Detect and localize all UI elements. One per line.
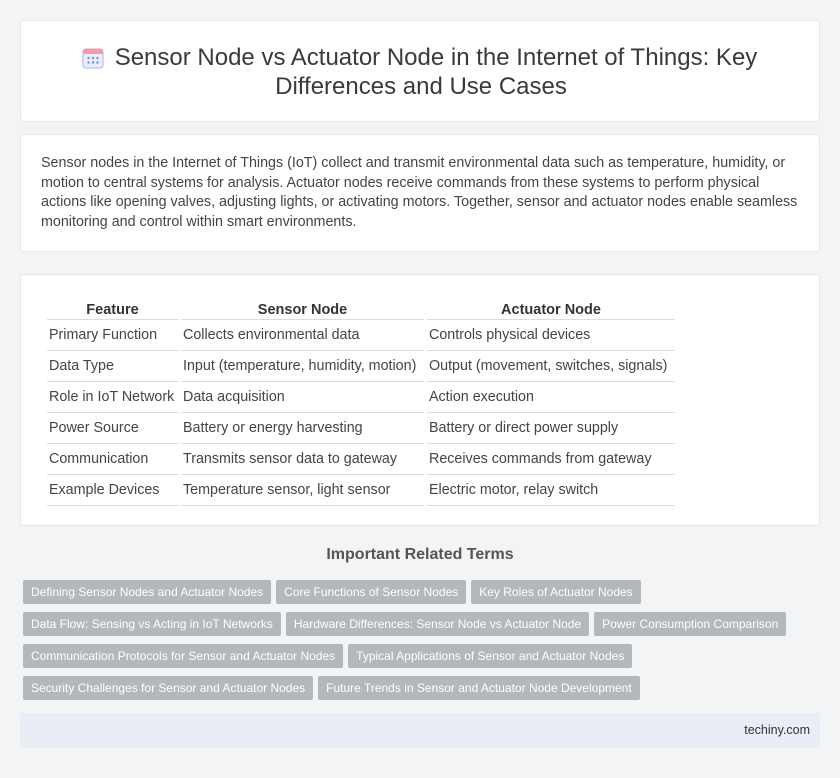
table-cell: Output (movement, switches, signals): [427, 351, 675, 382]
related-term-tag[interactable]: Defining Sensor Nodes and Actuator Nodes: [23, 580, 271, 604]
related-term-tag[interactable]: Core Functions of Sensor Nodes: [276, 580, 466, 604]
column-header-sensor-node: Sensor Node: [181, 295, 424, 320]
table-row: [47, 444, 675, 475]
table-row: [47, 351, 675, 382]
tag-row: [23, 644, 823, 676]
table-cell: Example Devices: [47, 475, 178, 506]
table-cell: Communication: [47, 444, 178, 475]
table-row: [47, 413, 675, 444]
related-term-tag[interactable]: Typical Applications of Sensor and Actuator Nodes: [348, 644, 632, 668]
related-term-tag[interactable]: Power Consumption Comparison: [594, 612, 786, 636]
table-row: [47, 382, 675, 413]
table-row: [47, 475, 675, 506]
tag-row: [23, 612, 823, 644]
page-title-line2: Differences and Use Cases: [275, 73, 567, 100]
table-cell: Action execution: [427, 382, 675, 413]
related-term-tag[interactable]: Future Trends in Sensor and Actuator Node Development: [318, 676, 640, 700]
table-cell: Controls physical devices: [427, 320, 675, 351]
comparison-table-card: [20, 274, 820, 526]
footer-site-name[interactable]: techiny.com: [744, 723, 810, 737]
table-cell: Data Type: [47, 351, 178, 382]
related-term-tag[interactable]: Communication Protocols for Sensor and Actuator Nodes: [23, 644, 343, 668]
table-cell: Battery or direct power supply: [427, 413, 675, 444]
intro-paragraph: Sensor nodes in the Internet of Things (IoT) collect and transmit environmental data such as temperature, humidity, or motion to central systems for analysis. Actuator nodes receive commands from these systems to perform physical actions like opening valves, adjusting lights, or activating motors. Together, sensor and actuator nodes enable seamless monitoring and control within smart environments.: [41, 155, 798, 230]
related-term-tag[interactable]: Key Roles of Actuator Nodes: [471, 580, 640, 604]
table-cell: Electric motor, relay switch: [427, 475, 675, 506]
page-title: [85, 43, 758, 101]
footer-bar: [20, 713, 820, 748]
column-header-feature: Feature: [47, 295, 178, 320]
column-header-actuator-node: Actuator Node: [427, 295, 675, 320]
related-term-tag[interactable]: Data Flow: Sensing vs Acting in IoT Networks: [23, 612, 281, 636]
intro-card: [20, 134, 820, 252]
tag-row: [23, 676, 823, 708]
table-cell: Input (temperature, humidity, motion): [181, 351, 424, 382]
table-cell: Transmits sensor data to gateway: [181, 444, 424, 475]
table-cell: Primary Function: [47, 320, 178, 351]
table-row: [47, 320, 675, 351]
related-term-tag[interactable]: Security Challenges for Sensor and Actuator Nodes: [23, 676, 313, 700]
comparison-table: [44, 295, 678, 506]
table-cell: Receives commands from gateway: [427, 444, 675, 475]
related-terms-heading: Important Related Terms: [326, 546, 514, 563]
table-cell: Power Source: [47, 413, 178, 444]
tag-row: [23, 580, 823, 612]
related-term-tag[interactable]: Hardware Differences: Sensor Node vs Actuator Node: [286, 612, 589, 636]
table-cell: Temperature sensor, light sensor: [181, 475, 424, 506]
page-title-line1: Sensor Node vs Actuator Node in the Internet of Things: Key: [114, 44, 758, 71]
header-card: [20, 20, 820, 122]
table-header-row: [47, 295, 675, 320]
table-cell: Role in IoT Network: [47, 382, 178, 413]
table-cell: Battery or energy harvesting: [181, 413, 424, 444]
table-cell: Data acquisition: [181, 382, 424, 413]
table-cell: Collects environmental data: [181, 320, 424, 351]
related-terms-tags: [23, 580, 823, 708]
